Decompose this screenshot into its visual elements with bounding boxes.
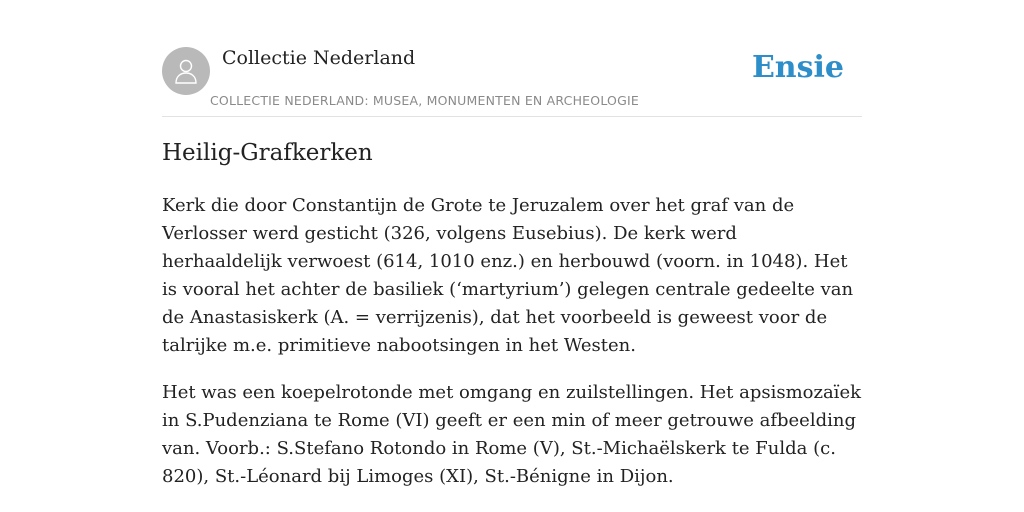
author-link[interactable]: Collectie Nederland — [222, 47, 416, 69]
paragraph: Het was een koepelrotonde met omgang en zuilstellingen. Het apsismozaïek in S.Pudenziana te Rome (VI) geeft er een min of meer getrouwe afbeelding van. Voorb.: S.Stefano Rotondo in Rome (V), St.-Michaëlskerk te Fulda (c. 820), St.-Léonard bij Limoges (XI), St.-Bénigne in Dijon. — [162, 382, 862, 487]
header — [162, 46, 862, 117]
brand-logo[interactable]: Ensie — [751, 50, 844, 85]
user-icon — [171, 56, 201, 86]
collection-link[interactable]: COLLECTIE NEDERLAND: MUSEA, MONUMENTEN EN ARCHEOLOGIE — [210, 93, 639, 108]
paragraph: Kerk die door Constantijn de Grote te Jeruzalem over het graf van de Verlosser werd gesticht (326, volgens Eusebius). De kerk werd herhaaldelijk verwoest (614, 1010 enz.) en herbouwd (voorn. in 1048). Het is vooral het achter de basiliek (‘martyrium’) gelegen centrale gedeelte van de Anastasiskerk (A. = verrijzenis), dat het voorbeeld is geweest voor de talrijke m.e. primitieve nabootsingen in het Westen. — [162, 195, 854, 356]
article-body — [162, 192, 862, 510]
avatar[interactable] — [162, 47, 210, 95]
page-title: Heilig-Grafkerken — [162, 140, 373, 166]
